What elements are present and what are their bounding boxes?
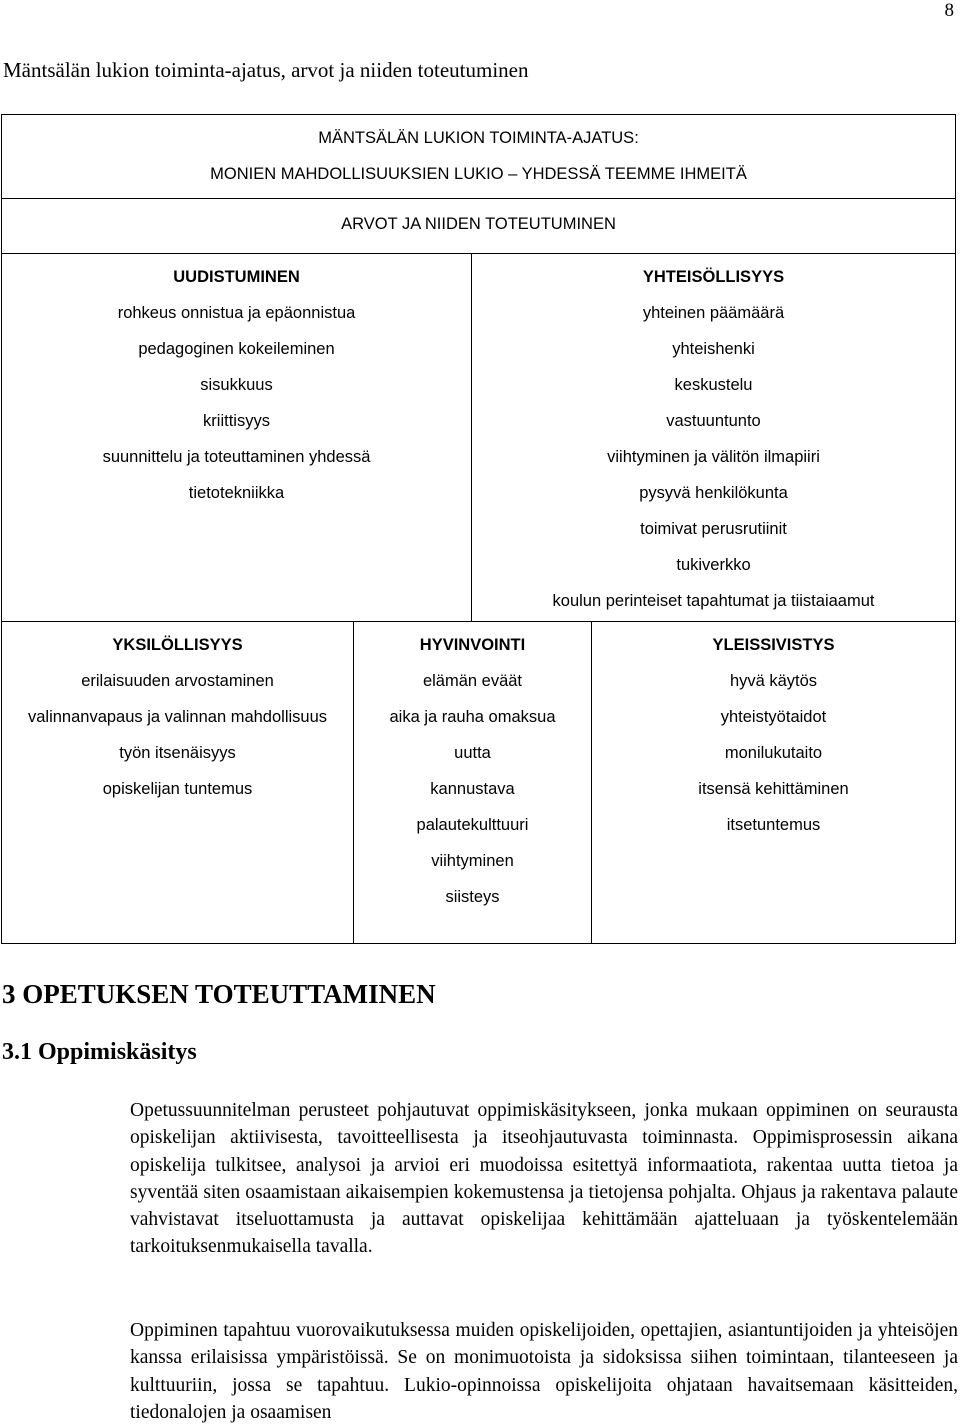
list-item: toimivat perusrutiinit bbox=[640, 520, 787, 538]
list-item: koulun perinteiset tapahtumat ja tiistaiaamut bbox=[552, 592, 875, 610]
list-item: yhteistyötaidot bbox=[720, 708, 827, 726]
list-item: yhteinen päämäärä bbox=[642, 304, 785, 322]
subsection-heading: 3.1 Oppimiskäsitys bbox=[2, 1039, 197, 1065]
list-item: keskustelu bbox=[674, 376, 753, 394]
mission-row bbox=[2, 115, 955, 199]
values-title: ARVOT JA NIIDEN TOTEUTUMINEN bbox=[341, 215, 616, 233]
list-item: työn itsenäisyys bbox=[119, 744, 236, 762]
list-item: suunnittelu ja toteuttaminen yhdessä bbox=[102, 448, 371, 466]
list-item: siisteys bbox=[445, 888, 500, 906]
list-item: erilaisuuden arvostaminen bbox=[81, 672, 274, 690]
list-item: pysyvä henkilökunta bbox=[639, 484, 788, 502]
yleissivistys-heading: YLEISSIVISTYS bbox=[712, 636, 835, 654]
yksilollisyys-cell bbox=[2, 622, 354, 943]
list-item: itsetuntemus bbox=[726, 816, 821, 834]
yleissivistys-cell bbox=[592, 622, 955, 943]
list-item: monilukutaito bbox=[724, 744, 823, 762]
list-item: hyvä käytös bbox=[729, 672, 818, 690]
values-row-2 bbox=[2, 622, 955, 943]
list-item: opiskelijan tuntemus bbox=[102, 780, 253, 798]
list-item: aika ja rauha omaksua bbox=[389, 708, 556, 726]
list-item: kannustava bbox=[430, 780, 515, 798]
chapter-heading: 3 OPETUKSEN TOTEUTTAMINEN bbox=[2, 979, 436, 1009]
hyvinvointi-heading: HYVINVOINTI bbox=[419, 636, 526, 654]
list-item: tukiverkko bbox=[676, 556, 751, 574]
list-item: yhteishenki bbox=[672, 340, 755, 358]
list-item: sisukkuus bbox=[200, 376, 273, 394]
yhteisollisyys-heading: YHTEISÖLLISYYS bbox=[642, 268, 785, 286]
page-number: 8 bbox=[944, 0, 954, 21]
yksilollisyys-heading: YKSILÖLLISYYS bbox=[112, 636, 243, 654]
list-item: rohkeus onnistua ja epäonnistua bbox=[117, 304, 356, 322]
values-row-1 bbox=[2, 254, 955, 622]
list-item: kriittisyys bbox=[203, 412, 270, 430]
list-item: valinnanvapaus ja valinnan mahdollisuus bbox=[27, 708, 328, 726]
list-item: pedagoginen kokeileminen bbox=[138, 340, 335, 358]
list-item: uutta bbox=[454, 744, 491, 762]
list-item: palautekulttuuri bbox=[416, 816, 529, 834]
list-item: tietotekniikka bbox=[188, 484, 285, 502]
list-item: elämän eväät bbox=[422, 672, 523, 690]
list-item: itsensä kehittäminen bbox=[698, 780, 849, 798]
yhteisollisyys-cell bbox=[472, 254, 955, 621]
list-item: vastuuntunto bbox=[666, 412, 761, 430]
body-paragraph: Oppiminen tapahtuu vuorovaikutuksessa muiden opiskelijoiden, opettajien, asiantuntijoiden ja yhteisöjen kanssa erilaisissa ympäristöissä. Se on monimuotoista ja sidoksissa siihen toimintaan, tilanteeseen ja kulttuuriin, jossa se tapahtuu. Lukio-opinnoissa opiskelijoita ohjataan havaitsemaan käsitteiden, tiedonalojen ja osaamisen bbox=[130, 1320, 958, 1423]
body-paragraph: Opetussuunnitelman perusteet pohjautuvat oppimiskäsitykseen, jonka mukaan oppiminen on seurausta opiskelijan aktiivisesta, tavoitteellisesta ja itseohjautuvasta toiminnasta. Oppimisprosessin aikana opiskelija tulkitsee, analysoi ja arvioi eri muodoissa esitettyä informaatiota, rakentaa uutta tietoa ja syventää siten osaamistaan aikaisempien kokemustensa ja tietojensa pohjalta. Ohjaus ja rakentava palaute vahvistavat itseluottamusta ja auttavat opiskelijaa kehittämään ajatteluaan ja työskentelemään tarkoituksenmukaisella tavalla. bbox=[130, 1100, 958, 1258]
hyvinvointi-cell bbox=[354, 622, 592, 943]
list-item: viihtyminen bbox=[431, 852, 514, 870]
values-table bbox=[1, 114, 956, 944]
values-title-row bbox=[2, 199, 955, 254]
section-heading: Mäntsälän lukion toiminta-ajatus, arvot ja niiden toteutuminen bbox=[3, 58, 529, 82]
uudistuminen-heading: UUDISTUMINEN bbox=[173, 268, 300, 286]
list-item: viihtyminen ja välitön ilmapiiri bbox=[607, 448, 820, 466]
mission-motto: MONIEN MAHDOLLISUUKSIEN LUKIO – YHDESSÄ TEEMME IHMEITÄ bbox=[210, 165, 747, 183]
mission-title: MÄNTSÄLÄN LUKION TOIMINTA-AJATUS: bbox=[318, 129, 639, 147]
uudistuminen-cell bbox=[2, 254, 472, 621]
